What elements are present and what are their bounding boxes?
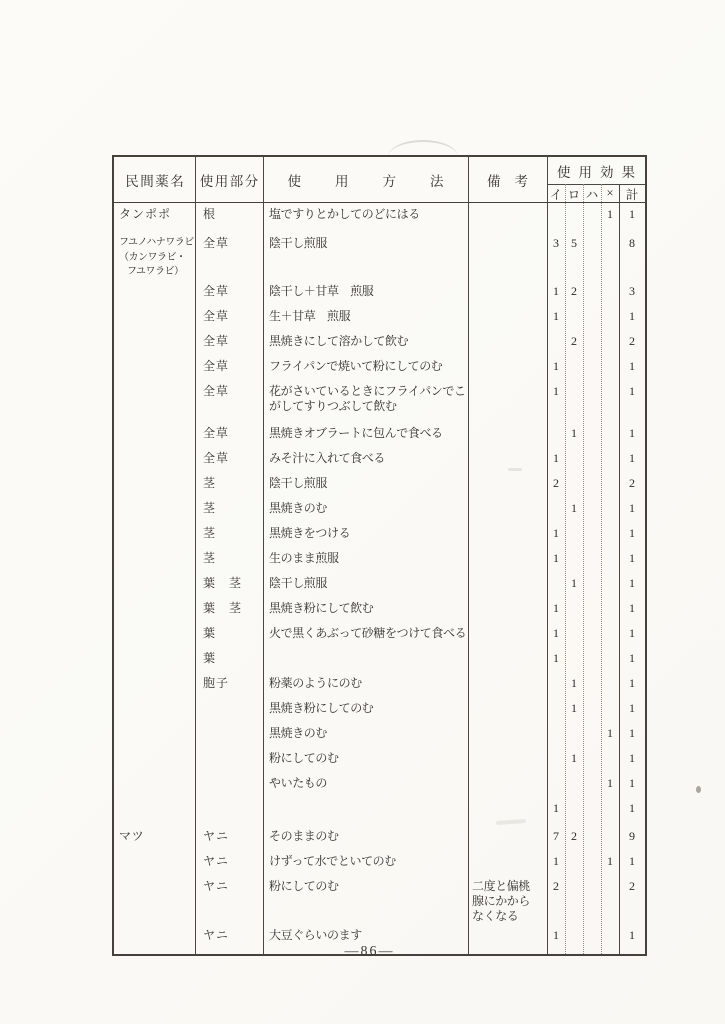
row-usage-method: 黒焼きをつける <box>269 525 351 540</box>
row-remarks <box>468 697 547 722</box>
row-usage-method <box>263 647 468 672</box>
header-remarks <box>468 157 547 202</box>
table-header <box>114 157 645 203</box>
header-method <box>263 157 478 202</box>
row-medicine-name <box>114 672 195 697</box>
row-medicine-name <box>114 647 195 672</box>
row-effect-ro: 1 <box>571 425 577 440</box>
row-medicine-name <box>114 380 195 422</box>
row-effect-ro <box>565 447 583 472</box>
row-used-part <box>195 797 263 825</box>
row-effect-i: 1 <box>553 525 559 540</box>
row-effect-ha <box>583 547 601 572</box>
row-remarks <box>468 672 547 697</box>
row-usage-method: 生のまま煎服 <box>269 550 339 565</box>
row-medicine-name <box>114 447 195 472</box>
row-effect-x <box>601 305 619 330</box>
row-effect-ha <box>583 497 601 522</box>
row-effect-ro <box>565 797 583 825</box>
row-medicine-name <box>114 355 195 380</box>
table-row <box>114 330 645 355</box>
row-effect-total: 1 <box>629 383 635 398</box>
row-medicine-name <box>114 772 195 797</box>
row-remarks <box>468 330 547 355</box>
row-effect-ha <box>583 232 601 280</box>
row-usage-method: 塩ですりとかしてのどにはる <box>269 207 420 221</box>
row-remarks <box>468 772 547 797</box>
row-effect-x: 1 <box>607 775 613 790</box>
row-effect-ha <box>583 797 601 825</box>
row-effect-i <box>547 697 565 722</box>
row-effect-total: 1 <box>629 550 635 565</box>
table-row <box>114 825 645 850</box>
row-effect-ha <box>583 597 601 622</box>
row-usage-method: 粉にしてのむ <box>269 750 339 765</box>
row-remarks <box>468 647 547 672</box>
row-effect-i: 1 <box>553 308 559 323</box>
row-effect-ha <box>583 305 601 330</box>
row-effect-total: 2 <box>629 475 635 490</box>
row-usage-method: 大豆ぐらいのます <box>269 927 362 942</box>
row-medicine-name-line: フユノハナワラビ <box>119 237 194 248</box>
row-used-part: 全草 <box>203 236 230 250</box>
row-usage-method: 黒焼きオブラートに包んで食べる <box>269 425 443 440</box>
header-part-label: 使用部分 <box>199 173 260 189</box>
row-effect-x: 1 <box>607 853 613 868</box>
row-effect-total: 1 <box>629 425 635 440</box>
row-effect-ro <box>565 547 583 572</box>
row-used-part: 全草 <box>203 383 230 398</box>
row-effect-i: 1 <box>553 927 559 942</box>
row-medicine-name <box>114 422 195 447</box>
row-effect-ro: 1 <box>571 750 577 765</box>
row-usage-method: 粉にしてのむ <box>269 878 339 893</box>
row-effect-x <box>601 280 619 305</box>
header-effect-title <box>547 157 645 184</box>
row-effect-ha <box>583 203 601 232</box>
row-effect-i: 1 <box>553 550 559 565</box>
row-effect-ha <box>583 850 601 875</box>
row-effect-i <box>547 203 565 232</box>
row-remarks <box>468 203 547 232</box>
row-effect-ha <box>583 472 601 497</box>
row-effect-ro: 2 <box>571 283 577 298</box>
row-used-part: 葉 <box>203 625 217 640</box>
row-effect-ro <box>565 622 583 647</box>
row-medicine-name-line: （カンワラビ・ <box>119 251 186 263</box>
row-usage-method: 火で黒くあぶって砂糖をつけて食べる <box>269 625 467 640</box>
row-remarks <box>468 380 547 422</box>
row-effect-ha <box>583 875 601 924</box>
row-effect-ro: 5 <box>571 236 577 250</box>
row-effect-ro <box>565 522 583 547</box>
row-effect-x <box>601 547 619 572</box>
row-effect-i: 1 <box>553 358 559 373</box>
header-effect <box>547 157 645 202</box>
folk-medicine-table <box>112 155 647 956</box>
row-effect-ro <box>565 647 583 672</box>
row-effect-x <box>601 747 619 772</box>
row-medicine-name <box>114 232 195 280</box>
row-used-part: 全草 <box>203 283 230 298</box>
row-used-part <box>195 772 263 797</box>
row-used-part: 根 <box>203 207 217 221</box>
row-remarks <box>468 280 547 305</box>
row-medicine-name <box>114 203 195 232</box>
row-usage-method <box>263 797 468 825</box>
row-effect-x <box>601 232 619 280</box>
row-medicine-name-text: マツ <box>119 828 145 843</box>
row-used-part: ヤニ <box>203 828 230 843</box>
row-effect-i: 7 <box>553 828 559 843</box>
row-effect-total: 2 <box>629 878 635 893</box>
header-effect-col-ha: ハ <box>585 187 599 202</box>
row-used-part <box>195 747 263 772</box>
row-used-part: 葉 茎 <box>203 575 243 590</box>
row-remarks <box>468 850 547 875</box>
row-remarks <box>468 722 547 747</box>
row-effect-total: 1 <box>629 800 635 815</box>
row-remarks: 二度と偏桃腺にかからなくなる <box>472 878 531 923</box>
table-row <box>114 697 645 722</box>
row-medicine-name <box>114 597 195 622</box>
row-usage-method: そのままのむ <box>269 828 339 843</box>
row-effect-ha <box>583 697 601 722</box>
row-used-part: 茎 <box>203 475 217 490</box>
row-used-part <box>195 697 263 722</box>
row-effect-total: 1 <box>629 725 635 740</box>
row-effect-i: 1 <box>553 625 559 640</box>
row-medicine-name <box>114 850 195 875</box>
table-row <box>114 497 645 522</box>
row-effect-total: 1 <box>629 575 635 590</box>
header-effect-col-i: イ <box>549 187 563 202</box>
row-effect-ro <box>565 772 583 797</box>
row-usage-method: 陰干し煎服 <box>269 575 328 590</box>
row-medicine-name <box>114 330 195 355</box>
row-effect-x <box>601 572 619 597</box>
row-usage-method: 陰干し煎服 <box>269 475 328 490</box>
row-effect-total: 3 <box>629 283 635 298</box>
row-usage-method: 花がさいているときにフライパンでこがしてすりつぶして飲む <box>269 383 466 413</box>
row-usage-method: みそ汁に入れて食べる <box>269 450 386 465</box>
row-effect-ro <box>565 305 583 330</box>
row-effect-x <box>601 497 619 522</box>
row-remarks <box>468 422 547 447</box>
header-remarks-label: 備考 <box>487 173 542 189</box>
row-effect-i: 1 <box>553 800 559 815</box>
row-used-part: 茎 <box>203 525 217 540</box>
row-effect-i: 2 <box>553 878 559 893</box>
row-usage-method: 黒焼きのむ <box>269 725 328 740</box>
row-medicine-name <box>114 697 195 722</box>
header-name-label: 民間薬名 <box>125 173 186 189</box>
row-usage-method: けずって水でといてのむ <box>269 853 396 868</box>
table-row <box>114 232 645 280</box>
row-effect-ha <box>583 647 601 672</box>
row-effect-i <box>547 497 565 522</box>
row-remarks <box>468 305 547 330</box>
row-effect-ro <box>565 850 583 875</box>
row-usage-method: やいたもの <box>269 775 328 790</box>
row-effect-ha <box>583 572 601 597</box>
row-effect-ro: 2 <box>571 333 577 348</box>
row-remarks <box>468 232 547 280</box>
row-effect-x <box>601 672 619 697</box>
row-remarks <box>468 472 547 497</box>
row-used-part: 茎 <box>203 550 217 565</box>
row-effect-x <box>601 622 619 647</box>
row-used-part: 全草 <box>203 450 230 465</box>
row-effect-x <box>601 597 619 622</box>
row-usage-method: 陰干し煎服 <box>269 236 328 250</box>
row-effect-ha <box>583 330 601 355</box>
row-effect-i: 3 <box>553 236 559 250</box>
row-effect-ha <box>583 672 601 697</box>
row-effect-x <box>601 825 619 850</box>
row-effect-ro <box>565 875 583 924</box>
row-medicine-name <box>114 497 195 522</box>
row-remarks <box>468 747 547 772</box>
table-row <box>114 875 645 924</box>
row-effect-x <box>601 447 619 472</box>
row-effect-ro <box>565 380 583 422</box>
row-remarks <box>468 497 547 522</box>
table-row <box>114 355 645 380</box>
row-effect-x <box>601 797 619 825</box>
row-used-part: 全草 <box>203 333 230 348</box>
row-effect-x: 1 <box>607 725 613 740</box>
row-effect-ha <box>583 380 601 422</box>
table-row <box>114 572 645 597</box>
scan-artifact-arc <box>388 140 458 157</box>
row-remarks <box>468 572 547 597</box>
row-effect-ha <box>583 355 601 380</box>
table-body <box>114 203 645 954</box>
row-effect-total: 1 <box>629 750 635 765</box>
row-usage-method: 黒焼きにして溶かして飲む <box>269 333 409 348</box>
table-row <box>114 597 645 622</box>
row-effect-i <box>547 422 565 447</box>
row-effect-i <box>547 722 565 747</box>
row-medicine-name <box>114 472 195 497</box>
row-medicine-name <box>114 747 195 772</box>
row-effect-ha <box>583 447 601 472</box>
row-usage-method: 黒焼き粉にしてのむ <box>269 700 374 715</box>
row-effect-i: 1 <box>553 450 559 465</box>
row-medicine-name-line: フユワラビ） <box>127 266 184 277</box>
row-effect-ha <box>583 772 601 797</box>
row-effect-x <box>601 875 619 924</box>
row-effect-ha <box>583 422 601 447</box>
table-row <box>114 280 645 305</box>
row-effect-total: 2 <box>629 333 635 348</box>
row-medicine-name <box>114 280 195 305</box>
row-medicine-name <box>114 522 195 547</box>
row-effect-x <box>601 380 619 422</box>
row-used-part: ヤニ <box>203 878 230 893</box>
row-effect-total: 8 <box>629 236 635 250</box>
row-remarks <box>468 597 547 622</box>
row-effect-ro: 1 <box>571 700 577 715</box>
row-effect-total: 1 <box>629 450 635 465</box>
table-row <box>114 622 645 647</box>
row-effect-total: 1 <box>629 600 635 615</box>
row-effect-i: 1 <box>553 600 559 615</box>
scan-speck <box>696 786 701 793</box>
row-used-part: 茎 <box>203 500 217 515</box>
header-part <box>195 157 263 202</box>
row-effect-x: 1 <box>607 207 613 221</box>
row-effect-ro: 2 <box>571 828 577 843</box>
row-effect-total: 9 <box>629 828 635 843</box>
row-effect-total: 1 <box>629 500 635 515</box>
row-usage-method: 粉薬のようにのむ <box>269 675 362 690</box>
row-effect-x <box>601 697 619 722</box>
row-used-part: 全草 <box>203 358 230 373</box>
table-row <box>114 797 645 825</box>
table-row <box>114 672 645 697</box>
row-effect-total: 1 <box>629 853 635 868</box>
row-remarks <box>468 547 547 572</box>
row-effect-x <box>601 355 619 380</box>
row-effect-i <box>547 672 565 697</box>
row-medicine-name-text: タンポポ <box>119 207 172 221</box>
row-effect-ha <box>583 522 601 547</box>
row-medicine-name <box>114 622 195 647</box>
table-row <box>114 305 645 330</box>
row-effect-ro: 1 <box>571 575 577 590</box>
row-effect-i <box>547 747 565 772</box>
row-remarks <box>468 355 547 380</box>
row-effect-i: 1 <box>553 650 559 665</box>
row-effect-total: 1 <box>629 675 635 690</box>
row-effect-i: 1 <box>553 853 559 868</box>
row-effect-total: 1 <box>629 525 635 540</box>
row-effect-i: 2 <box>553 475 559 490</box>
row-effect-ro <box>565 203 583 232</box>
row-medicine-name <box>114 875 195 924</box>
table-row <box>114 772 645 797</box>
row-effect-x <box>601 422 619 447</box>
table-row <box>114 850 645 875</box>
table-row <box>114 747 645 772</box>
row-used-part: ヤニ <box>203 927 230 942</box>
row-effect-i: 1 <box>553 383 559 398</box>
scan-smudge <box>508 468 522 471</box>
row-effect-total: 1 <box>629 650 635 665</box>
row-usage-method: 陰干し＋甘草 煎服 <box>269 283 374 298</box>
row-effect-total: 1 <box>629 625 635 640</box>
row-effect-x <box>601 522 619 547</box>
table-row <box>114 447 645 472</box>
row-usage-method: 黒焼きのむ <box>269 500 328 515</box>
row-effect-ha <box>583 280 601 305</box>
row-remarks <box>468 522 547 547</box>
row-usage-method: フライパンで焼いて粉にしてのむ <box>269 358 443 373</box>
header-effect-subcolumns <box>547 184 645 202</box>
row-effect-x <box>601 647 619 672</box>
row-effect-ro <box>565 597 583 622</box>
row-medicine-name <box>114 825 195 850</box>
row-used-part: 葉 茎 <box>203 600 243 615</box>
table-row <box>114 422 645 447</box>
row-usage-method: 生＋甘草 煎服 <box>269 308 351 323</box>
row-used-part: 全草 <box>203 308 230 323</box>
row-usage-method: 黒焼き粉にして飲む <box>269 600 374 615</box>
header-name <box>114 157 195 202</box>
header-effect-label: 使用効果 <box>557 164 643 180</box>
header-effect-col-ro: ロ <box>567 187 581 202</box>
row-effect-x <box>601 472 619 497</box>
header-effect-col-total: 計 <box>625 187 639 202</box>
row-medicine-name <box>114 722 195 747</box>
row-used-part <box>195 722 263 747</box>
table-row <box>114 722 645 747</box>
table-row <box>114 472 645 497</box>
row-effect-total: 1 <box>629 927 635 942</box>
row-medicine-name <box>114 547 195 572</box>
row-effect-total: 1 <box>629 775 635 790</box>
table-row <box>114 522 645 547</box>
row-effect-ro: 1 <box>571 675 577 690</box>
row-effect-total: 1 <box>629 358 635 373</box>
row-effect-ha <box>583 747 601 772</box>
row-effect-ro <box>565 355 583 380</box>
row-effect-ha <box>583 722 601 747</box>
row-medicine-name <box>114 797 195 825</box>
row-effect-ha <box>583 825 601 850</box>
row-effect-total: 1 <box>629 308 635 323</box>
row-medicine-name <box>114 305 195 330</box>
row-effect-i <box>547 572 565 597</box>
row-effect-ro: 1 <box>571 500 577 515</box>
row-effect-i <box>547 772 565 797</box>
table-row <box>114 203 645 232</box>
table-row <box>114 647 645 672</box>
row-effect-ro <box>565 722 583 747</box>
row-used-part: ヤニ <box>203 853 230 868</box>
row-effect-i: 1 <box>553 283 559 298</box>
row-used-part: 胞子 <box>203 675 230 690</box>
page-number: —86— <box>344 944 395 959</box>
row-effect-total: 1 <box>629 207 635 221</box>
row-effect-x <box>601 330 619 355</box>
row-effect-ro <box>565 472 583 497</box>
row-remarks <box>468 825 547 850</box>
header-effect-col-x: × <box>606 186 614 200</box>
row-medicine-name <box>114 572 195 597</box>
table-row <box>114 547 645 572</box>
table-row <box>114 380 645 422</box>
header-method-label: 使用方法 <box>287 173 478 189</box>
row-used-part: 葉 <box>203 650 217 665</box>
row-effect-ha <box>583 622 601 647</box>
row-effect-total: 1 <box>629 700 635 715</box>
row-remarks <box>468 622 547 647</box>
row-effect-i <box>547 330 565 355</box>
row-used-part: 全草 <box>203 425 230 440</box>
